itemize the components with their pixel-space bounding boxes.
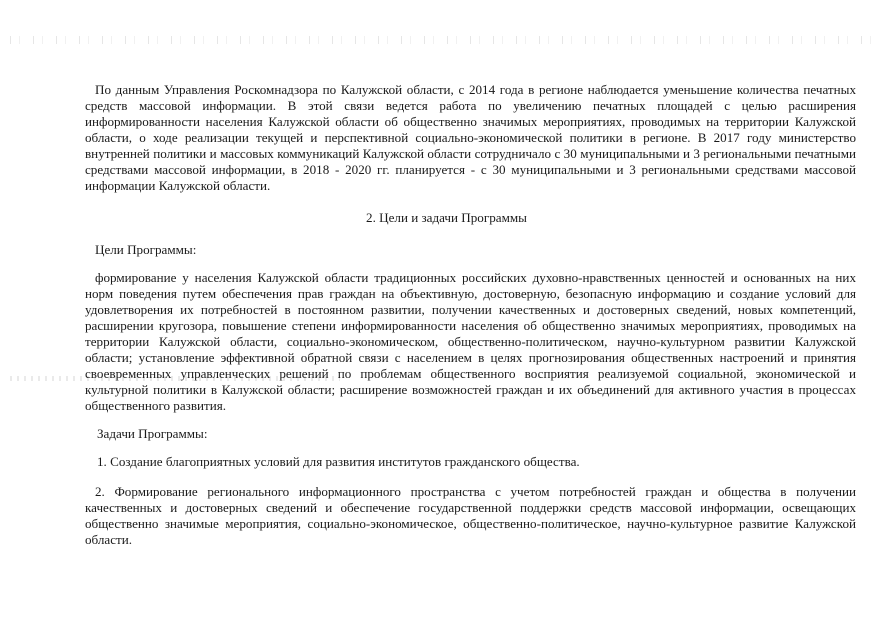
intro-paragraph: По данным Управления Роскомнадзора по Калужской области, с 2014 года в регионе наблюдается уменьшение количества печатных средств массовой информации. В этой связи ведется работа по увеличению печатных площадей с целью расширения информированности населения Калужской области об общественно значимых мероприятиях, проводимых на территории Калужской области, о ходе реализации текущей и перспективной социально-экономической политики в регионе. В 2017 году министерство внутренней политики и массовых коммуникаций Калужской области сотрудничало с 30 муниципальными и 3 региональными печатными средствами массовой информации, в 2018 - 2020 гг. планируется - с 30 муниципальными и 3 региональными средствами массовой информации Калужской области. [85, 82, 856, 193]
task-item-1: 1. Создание благоприятных условий для развития институтов гражданского общества. [97, 454, 580, 469]
goals-paragraph: формирование у населения Калужской области традиционных российских духовно-нравственных ценностей и основанных на них норм поведения путем обеспечения прав граждан на объективную, достоверную, безопасную информацию и создание условий для удовлетворения их потребностей в постоянном развитии, получении качественных и достоверных сведений, новых компетенций, расширении кругозора, повышение степени информированности населения об общественно значимых мероприятиях, проводимых на территории Калужской области, социально-экономическом, общественно-политическом, научно-культурном развитии Калужской области; установление эффективной обратной связи с населением в целях прогнозирования общественных настроений и принятия своевременных управленческих решений по проблемам общественного восприятия реализуемой социальной, экономической и культурной политики в Калужской области; расширение возможностей граждан и их объединений для активного участия в процессах общественного развития. [85, 270, 856, 413]
task-item-2: 2. Формирование регионального информационного пространства с учетом потребностей граждан и общества в получении качественных и достоверных сведений и обеспечение государственной поддержки средств массовой информации, освещающих общественно значимые мероприятия, социально-экономическое, общественно-политическое, научно-культурное развитие Калужской области. [85, 484, 856, 547]
section-heading: 2. Цели и задачи Программы [366, 210, 527, 225]
tasks-heading: Задачи Программы: [97, 426, 208, 441]
goals-heading: Цели Программы: [95, 242, 197, 257]
scan-artifact-top [10, 36, 880, 44]
